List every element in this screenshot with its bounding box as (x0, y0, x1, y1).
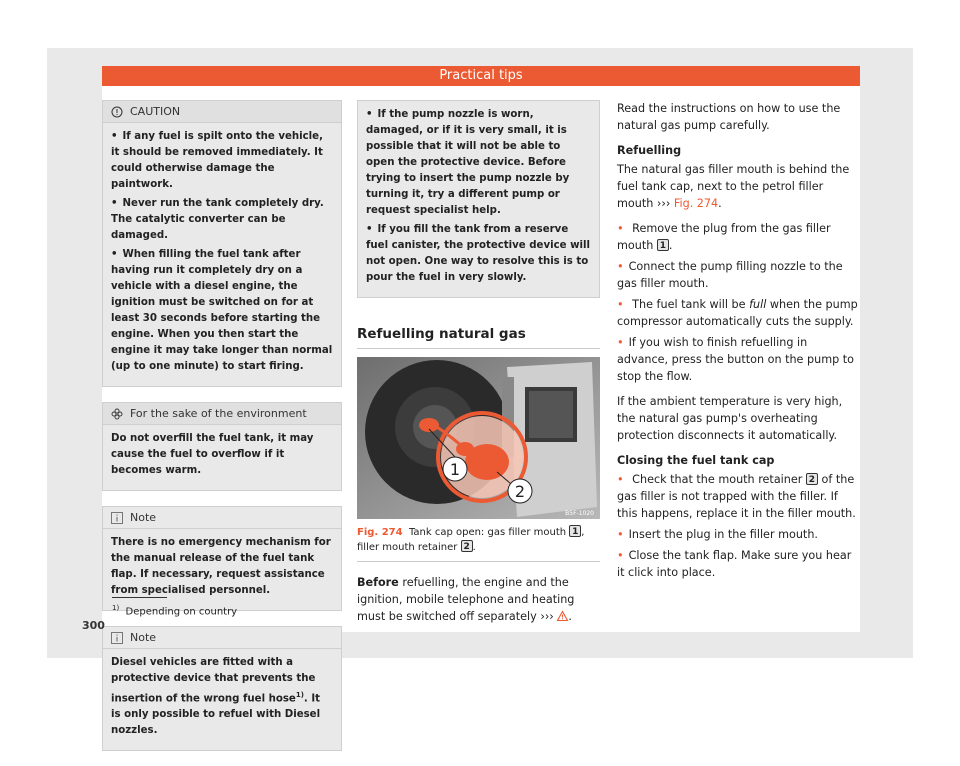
fuel-cap-illustration (357, 357, 600, 519)
page-number: 300 (82, 619, 105, 632)
intro-text: Read the instructions on how to use the natural gas pump carefully. (617, 102, 841, 132)
note-title: Note (130, 511, 157, 524)
arrow: ››› (656, 197, 671, 210)
flower-icon (111, 408, 123, 420)
caution-item: • If you fill the tank from a reserve fuel canister, the protective device will not open. One way to resolve this is to pour the fuel in very slowly. (366, 222, 591, 286)
footnote-mark: 1) (112, 604, 120, 612)
before-paragraph: Before refuelling, the engine and the ignition, mobile telephone and heating must be switched off separately ››› . (357, 574, 600, 626)
note-box (102, 506, 342, 611)
closing-heading: Closing the fuel tank cap (617, 454, 775, 467)
step-text: The fuel tank will be (632, 298, 746, 311)
ambient-text: If the ambient temperature is very high, the natural gas pump's overheating protection disconnects it automatically. (617, 395, 843, 442)
label-badge-1: 1 (657, 239, 669, 251)
step-text: when the pump compressor automatically cuts the supply. (617, 298, 858, 328)
refuelling-text-part: The natural gas filler mouth is behind the fuel tank cap, next to the petrol filler mouth (617, 163, 850, 210)
footnote-divider (112, 597, 167, 598)
figure-caption: Fig. 274 Tank cap open: gas filler mouth 1 , filler mouth retainer 2 . (357, 525, 600, 562)
figure-code: B5F-1020 (565, 510, 594, 517)
step-text: Check that the mouth retainer (632, 473, 803, 486)
caution-item: • If any fuel is spilt onto the vehicle, it should be removed immediately. It could otherwise damage the paintwork. (111, 129, 333, 193)
figure-label-2: 2 (514, 482, 526, 501)
note-box-2 (102, 626, 342, 751)
label-badge-1: 1 (569, 525, 581, 537)
caution-header (103, 101, 341, 123)
step-text: of the gas filler is not trapped with the filler. If this happens, replace it in the filler mouth. (617, 473, 856, 520)
column-middle (357, 100, 600, 634)
step-item (617, 296, 860, 330)
info-icon (111, 512, 123, 524)
before-text: refuelling, the engine and the ignition, mobile telephone and heating must be switched off separately (357, 576, 575, 623)
exclamation-circle-icon (111, 106, 123, 118)
note-text: There is no emergency mechanism for the manual release of the fuel tank flap. If necessary, request assistance from specialised personnel. (111, 537, 331, 596)
caution-title: CAUTION (130, 105, 181, 118)
figure-label-1: 1 (449, 460, 461, 479)
environment-title: For the sake of the environment (130, 407, 307, 420)
note-header-2 (103, 627, 341, 649)
caption-text: filler mouth retainer (357, 542, 458, 553)
step-item: • If you wish to finish refuelling in advance, press the button on the pump to stop the flow. (617, 334, 860, 385)
step-item: • Close the tank flap. Make sure you hear it click into place. (617, 547, 860, 581)
caution-item: • Never run the tank completely dry. The catalytic converter can be damaged. (111, 196, 333, 244)
environment-box (102, 402, 342, 491)
caution-link-arrow[interactable]: ››› (540, 610, 554, 623)
figure-link[interactable]: Fig. 274 (673, 197, 719, 210)
note-header (103, 507, 341, 529)
before-bold: Before (357, 576, 399, 589)
environment-body (103, 425, 341, 490)
label-badge-2: 2 (461, 540, 473, 552)
page-header: Practical tips (102, 66, 860, 86)
caution-box (102, 100, 342, 387)
label-badge-2: 2 (806, 473, 818, 485)
refuelling-text: The natural gas filler mouth is behind the fuel tank cap, next to the petrol filler mouth ››› Fig. 274. (617, 163, 850, 210)
environment-header (103, 403, 341, 425)
full-word: full (749, 298, 767, 311)
caption-text: Tank cap open: gas filler mouth (408, 527, 567, 538)
step-text: Remove the plug from the gas filler mouth (617, 222, 831, 252)
environment-text: Do not overfill the fuel tank, it may cause the fuel to overflow if it becomes warm. (111, 433, 314, 476)
warning-triangle-icon[interactable] (557, 609, 568, 626)
figure-ref: Fig. 274 (357, 527, 403, 538)
caution-item: • When filling the fuel tank after having run it completely dry on a vehicle with a diesel engine, the ignition must be switched on for at least 30 seconds before starting the engine. When you then start the engine it may take longer than normal (up to one minute) to start firing. (111, 247, 333, 375)
footnote-text: Depending on country (125, 606, 238, 618)
footnote (112, 604, 237, 617)
column-left (102, 100, 342, 766)
info-icon (111, 632, 123, 644)
step-item: • Connect the pump filling nozzle to the gas filler mouth. (617, 258, 860, 292)
caution-item: • If the pump nozzle is worn, damaged, or if it is very small, it is possible that it will not be able to open the protective device. Before trying to insert the pump nozzle by turning it, try a different pump or request specialist help. (366, 107, 591, 219)
note-text-part: Diesel vehicles are fitted with a protective device that prevents the insertion of the wrong fuel hose (111, 657, 316, 705)
note-text-2 (111, 655, 333, 739)
caution-continued-box (357, 100, 600, 298)
caution-continued-body (358, 101, 599, 297)
note-body-2 (103, 649, 341, 750)
section-title: Refuelling natural gas (357, 326, 600, 349)
footnote-ref[interactable]: 1) (295, 691, 304, 699)
caution-body (103, 123, 341, 386)
step-item: • Insert the plug in the filler mouth. (617, 526, 860, 543)
fuel-cap-figure (357, 357, 600, 519)
note-text-part: . It is only possible to refuel with Diesel nozzles. (111, 693, 321, 737)
step-item (617, 471, 860, 522)
step-item: • Remove the plug from the gas filler mouth 1 . (617, 220, 860, 254)
column-right (617, 100, 860, 589)
refuelling-heading: Refuelling (617, 144, 682, 157)
note-title-2: Note (130, 631, 157, 644)
